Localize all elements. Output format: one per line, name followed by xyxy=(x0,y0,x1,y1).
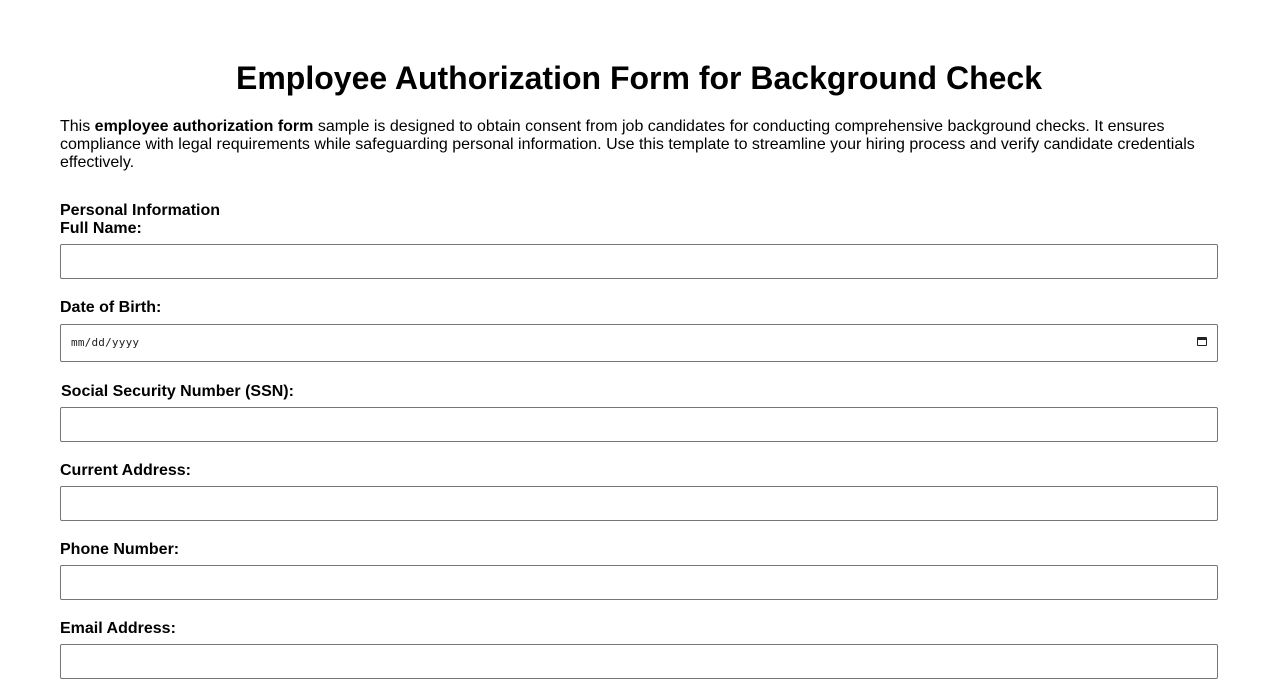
date-of-birth-label: Date of Birth: xyxy=(60,299,162,316)
email-address-label: Email Address: xyxy=(60,620,176,637)
ssn-input[interactable] xyxy=(60,407,1218,442)
intro-bold-phrase: employee authorization form xyxy=(94,118,314,135)
section-title-personal-information: Personal Information xyxy=(60,202,221,219)
current-address-label: Current Address: xyxy=(60,462,191,479)
intro-suffix: sample is designed to obtain consent from job candidates for conducting comprehensive background checks. It ensures compliance with legal requirements while safeguarding personal information. Use this template to streamline your hiring process and verify candidate credentials effectively. xyxy=(60,118,1195,171)
ssn-label: Social Security Number (SSN): xyxy=(61,383,294,400)
date-placeholder: mm/dd/yyyy xyxy=(71,336,140,349)
date-of-birth-input[interactable] xyxy=(60,324,1218,362)
authorization-form xyxy=(60,202,1218,679)
page-title: Employee Authorization Form for Background Check xyxy=(235,60,1042,96)
full-name-label: Full Name: xyxy=(60,220,142,237)
calendar-icon[interactable] xyxy=(1197,337,1207,346)
intro-paragraph xyxy=(60,118,1218,172)
current-address-input[interactable] xyxy=(60,486,1218,521)
phone-number-input[interactable] xyxy=(60,565,1218,600)
page-container xyxy=(60,0,1218,679)
intro-prefix: This xyxy=(60,118,95,135)
full-name-input[interactable] xyxy=(60,244,1218,279)
email-address-input[interactable] xyxy=(60,644,1218,679)
phone-number-label: Phone Number: xyxy=(60,541,180,558)
